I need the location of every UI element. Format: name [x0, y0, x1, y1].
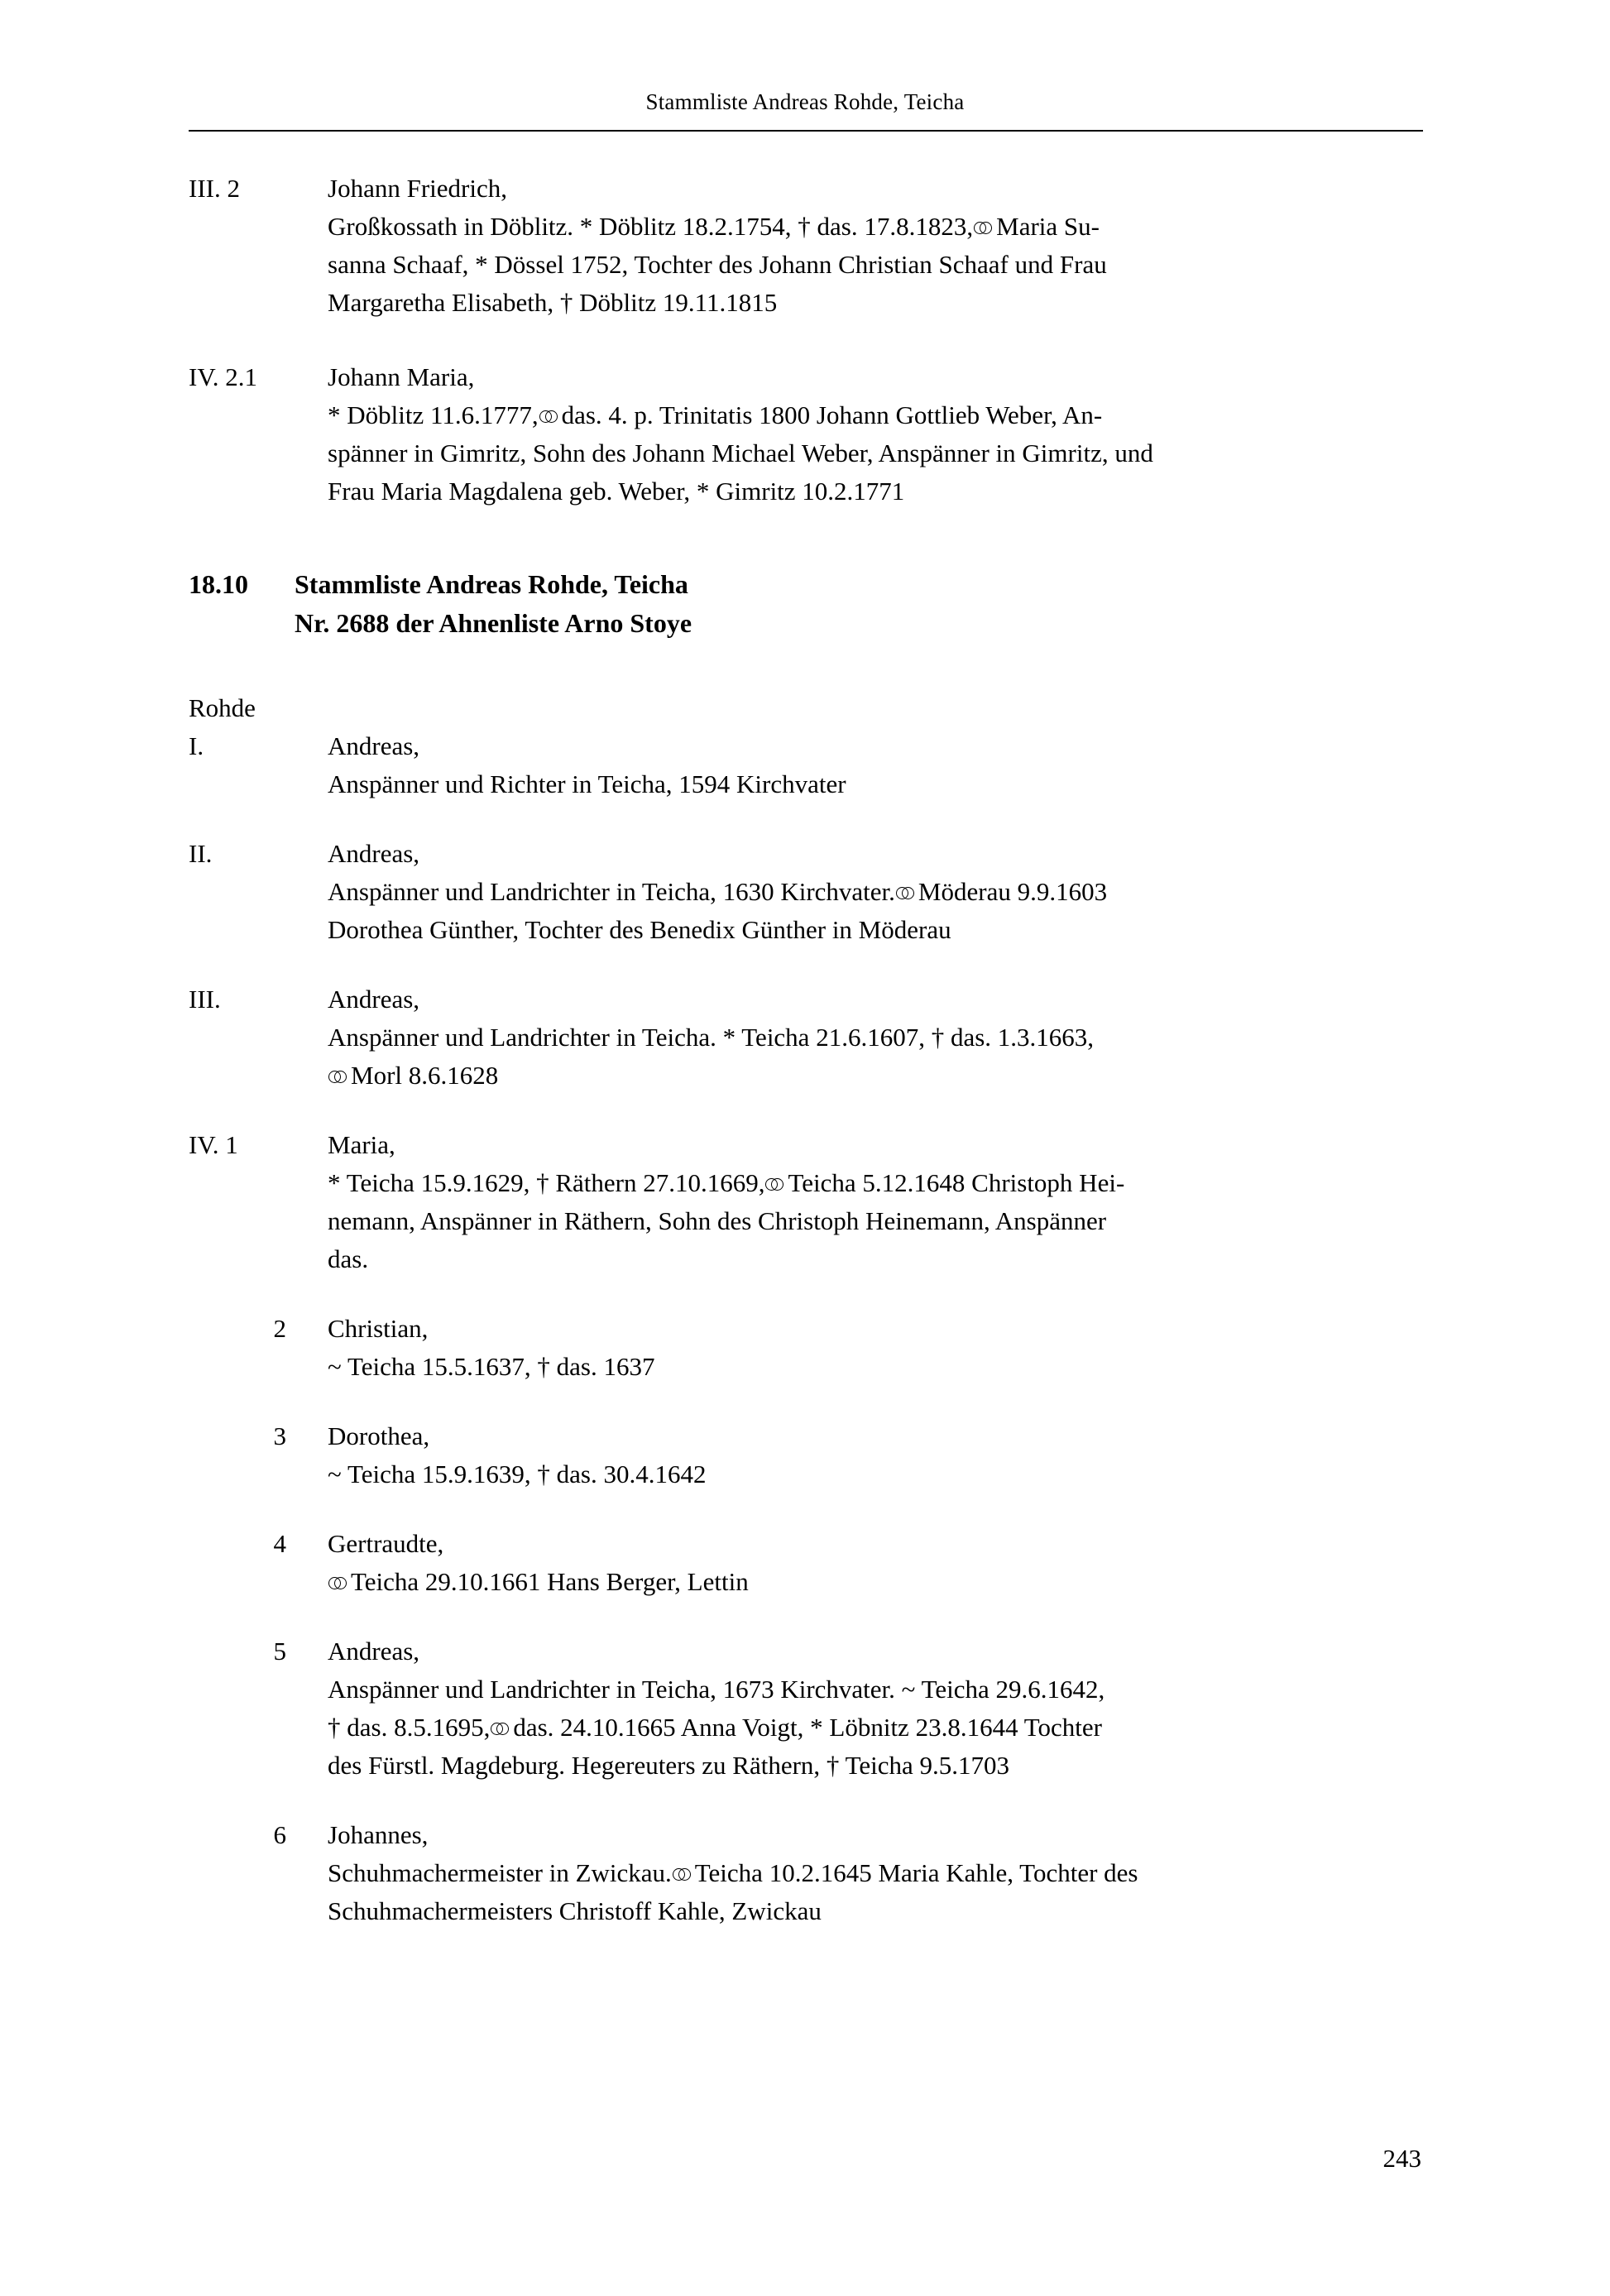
entry-line-part: Möderau 9.9.1603: [918, 877, 1108, 906]
page-number: 243: [1382, 2144, 1421, 2173]
entry-line: des Fürstl. Magdeburg. Hegereuters zu Räthern, † Teicha 9.5.1703: [328, 1751, 1010, 1780]
child-entry-3: [189, 1417, 1423, 1493]
entry-line: Schuhmachermeisters Christoff Kahle, Zwickau: [328, 1896, 822, 1925]
entry-number: III. 2: [189, 174, 240, 203]
entry-line: Anspänner und Richter in Teicha, 1594 Kirchvater: [328, 769, 846, 798]
marriage-icon: [974, 222, 994, 236]
marriage-icon: [896, 887, 916, 901]
entry-text: [328, 835, 1423, 949]
entry-name: Johann Maria,: [328, 362, 475, 391]
generation-i: [189, 727, 1423, 803]
entry-line: [328, 873, 1423, 911]
entry-name: Andreas,: [328, 1637, 420, 1666]
entry-text: [328, 170, 1423, 322]
marriage-icon: [673, 1868, 692, 1882]
entry-name: Andreas,: [328, 985, 420, 1014]
section-number: 18.10: [189, 569, 248, 599]
entry-line: nemann, Anspänner in Räthern, Sohn des Christoph Heinemann, Anspänner: [328, 1206, 1107, 1235]
entry-line: [328, 1563, 1423, 1601]
entry-number: IV. 2.1: [189, 362, 257, 391]
entry-text: [328, 1417, 1423, 1493]
entry-number: IV. 1: [189, 1130, 238, 1159]
generation-iii: [189, 980, 1423, 1095]
entry-iv-2-1: [189, 358, 1423, 510]
entry-number: 4: [273, 1529, 286, 1558]
entry-name: Christian,: [328, 1314, 429, 1343]
entry-number: III.: [189, 985, 221, 1014]
entry-text: [328, 358, 1423, 510]
entry-line-part: * Döblitz 11.6.1777,: [328, 400, 539, 429]
entry-name: Andreas,: [328, 839, 420, 868]
section-title-line-1: Stammliste Andreas Rohde, Teicha: [295, 569, 688, 599]
child-entry-4: [189, 1525, 1423, 1601]
entry-line: [328, 1709, 1423, 1747]
generation-ii: [189, 835, 1423, 949]
entry-line-part: Teicha 10.2.1645 Maria Kahle, Tochter des: [694, 1858, 1138, 1887]
marriage-icon: [328, 1071, 348, 1085]
entry-line-part: das. 24.10.1665 Anna Voigt, * Löbnitz 23.8.1644 Tochter: [513, 1713, 1102, 1742]
entry-text: [328, 1310, 1423, 1386]
entry-text: [328, 980, 1423, 1095]
entry-text: [328, 1632, 1423, 1785]
section-title-line-2: Nr. 2688 der Ahnenliste Arno Stoye: [295, 608, 692, 638]
entry-line-part: * Teicha 15.9.1629, † Räthern 27.10.1669,: [328, 1168, 765, 1197]
marriage-icon: [765, 1178, 785, 1192]
entry-line-part: Anspänner und Landrichter in Teicha, 1630 Kirchvater.: [328, 877, 895, 906]
child-entry-6: [189, 1816, 1423, 1930]
entry-number: I.: [189, 731, 204, 760]
entry-name: Gertraudte,: [328, 1529, 444, 1558]
running-head: Stammliste Andreas Rohde, Teicha: [645, 89, 965, 114]
entry-line-part: Teicha 5.12.1648 Christoph Hei-: [788, 1168, 1125, 1197]
entry-name: Maria,: [328, 1130, 395, 1159]
entry-line: [328, 396, 1423, 434]
entry-line: Anspänner und Landrichter in Teicha, 1673 Kirchvater. ~ Teicha 29.6.1642,: [328, 1675, 1105, 1704]
entry-line: sanna Schaaf, * Dössel 1752, Tochter des Johann Christian Schaaf und Frau: [328, 250, 1107, 279]
entry-text: [328, 1525, 1423, 1601]
entry-text: [328, 727, 1423, 803]
entry-line-part: das. 4. p. Trinitatis 1800 Johann Gottlieb Weber, An-: [561, 400, 1103, 429]
entry-line-part: Morl 8.6.1628: [351, 1061, 499, 1090]
entry-number: 3: [273, 1421, 286, 1450]
entry-text: [328, 1126, 1423, 1278]
entry-line: Anspänner und Landrichter in Teicha. * Teicha 21.6.1607, † das. 1.3.1663,: [328, 1023, 1095, 1052]
entry-line: ~ Teicha 15.9.1639, † das. 30.4.1642: [328, 1460, 707, 1488]
entry-number: II.: [189, 839, 213, 868]
entry-name: Johannes,: [328, 1820, 429, 1849]
entry-text: [328, 1816, 1423, 1930]
entry-number: 2: [273, 1314, 286, 1343]
child-entry-2: [189, 1310, 1423, 1386]
surname-label: Rohde: [189, 693, 256, 722]
entry-line: [328, 1057, 1423, 1095]
entry-name: Dorothea,: [328, 1421, 430, 1450]
marriage-icon: [328, 1577, 348, 1591]
entry-name: Johann Friedrich,: [328, 174, 507, 203]
entry-line: ~ Teicha 15.5.1637, † das. 1637: [328, 1352, 655, 1381]
header-divider: [189, 130, 1423, 132]
entry-line: Frau Maria Magdalena geb. Weber, * Gimritz 10.2.1771: [328, 477, 905, 506]
section-heading: [189, 565, 1423, 643]
entry-line-part: Teicha 29.10.1661 Hans Berger, Lettin: [351, 1567, 749, 1596]
entry-iii-2: [189, 170, 1423, 322]
entry-line-part: † das. 8.5.1695,: [328, 1713, 491, 1742]
page-body: [189, 170, 1423, 1930]
entry-line-part: Maria Su-: [996, 212, 1100, 241]
marriage-icon: [491, 1723, 510, 1737]
entry-line: spänner in Gimritz, Sohn des Johann Michael Weber, Anspänner in Gimritz, und: [328, 439, 1153, 467]
entry-line: [328, 1854, 1423, 1892]
entry-line: das.: [328, 1244, 369, 1273]
section-title: [295, 565, 1423, 643]
entry-line: Margaretha Elisabeth, † Döblitz 19.11.1815: [328, 288, 778, 317]
entry-name: Andreas,: [328, 731, 420, 760]
entry-number: 6: [273, 1820, 286, 1849]
child-entry-5: [189, 1632, 1423, 1785]
entry-line-part: Schuhmachermeister in Zwickau.: [328, 1858, 672, 1887]
entry-line: [328, 1164, 1423, 1202]
entry-line: Dorothea Günther, Tochter des Benedix Günther in Möderau: [328, 915, 951, 944]
entry-line-part: Großkossath in Döblitz. * Döblitz 18.2.1754, † das. 17.8.1823,: [328, 212, 974, 241]
generation-iv-1: [189, 1126, 1423, 1278]
entry-number: 5: [273, 1637, 286, 1666]
entry-line: [328, 208, 1423, 246]
marriage-icon: [539, 410, 559, 424]
